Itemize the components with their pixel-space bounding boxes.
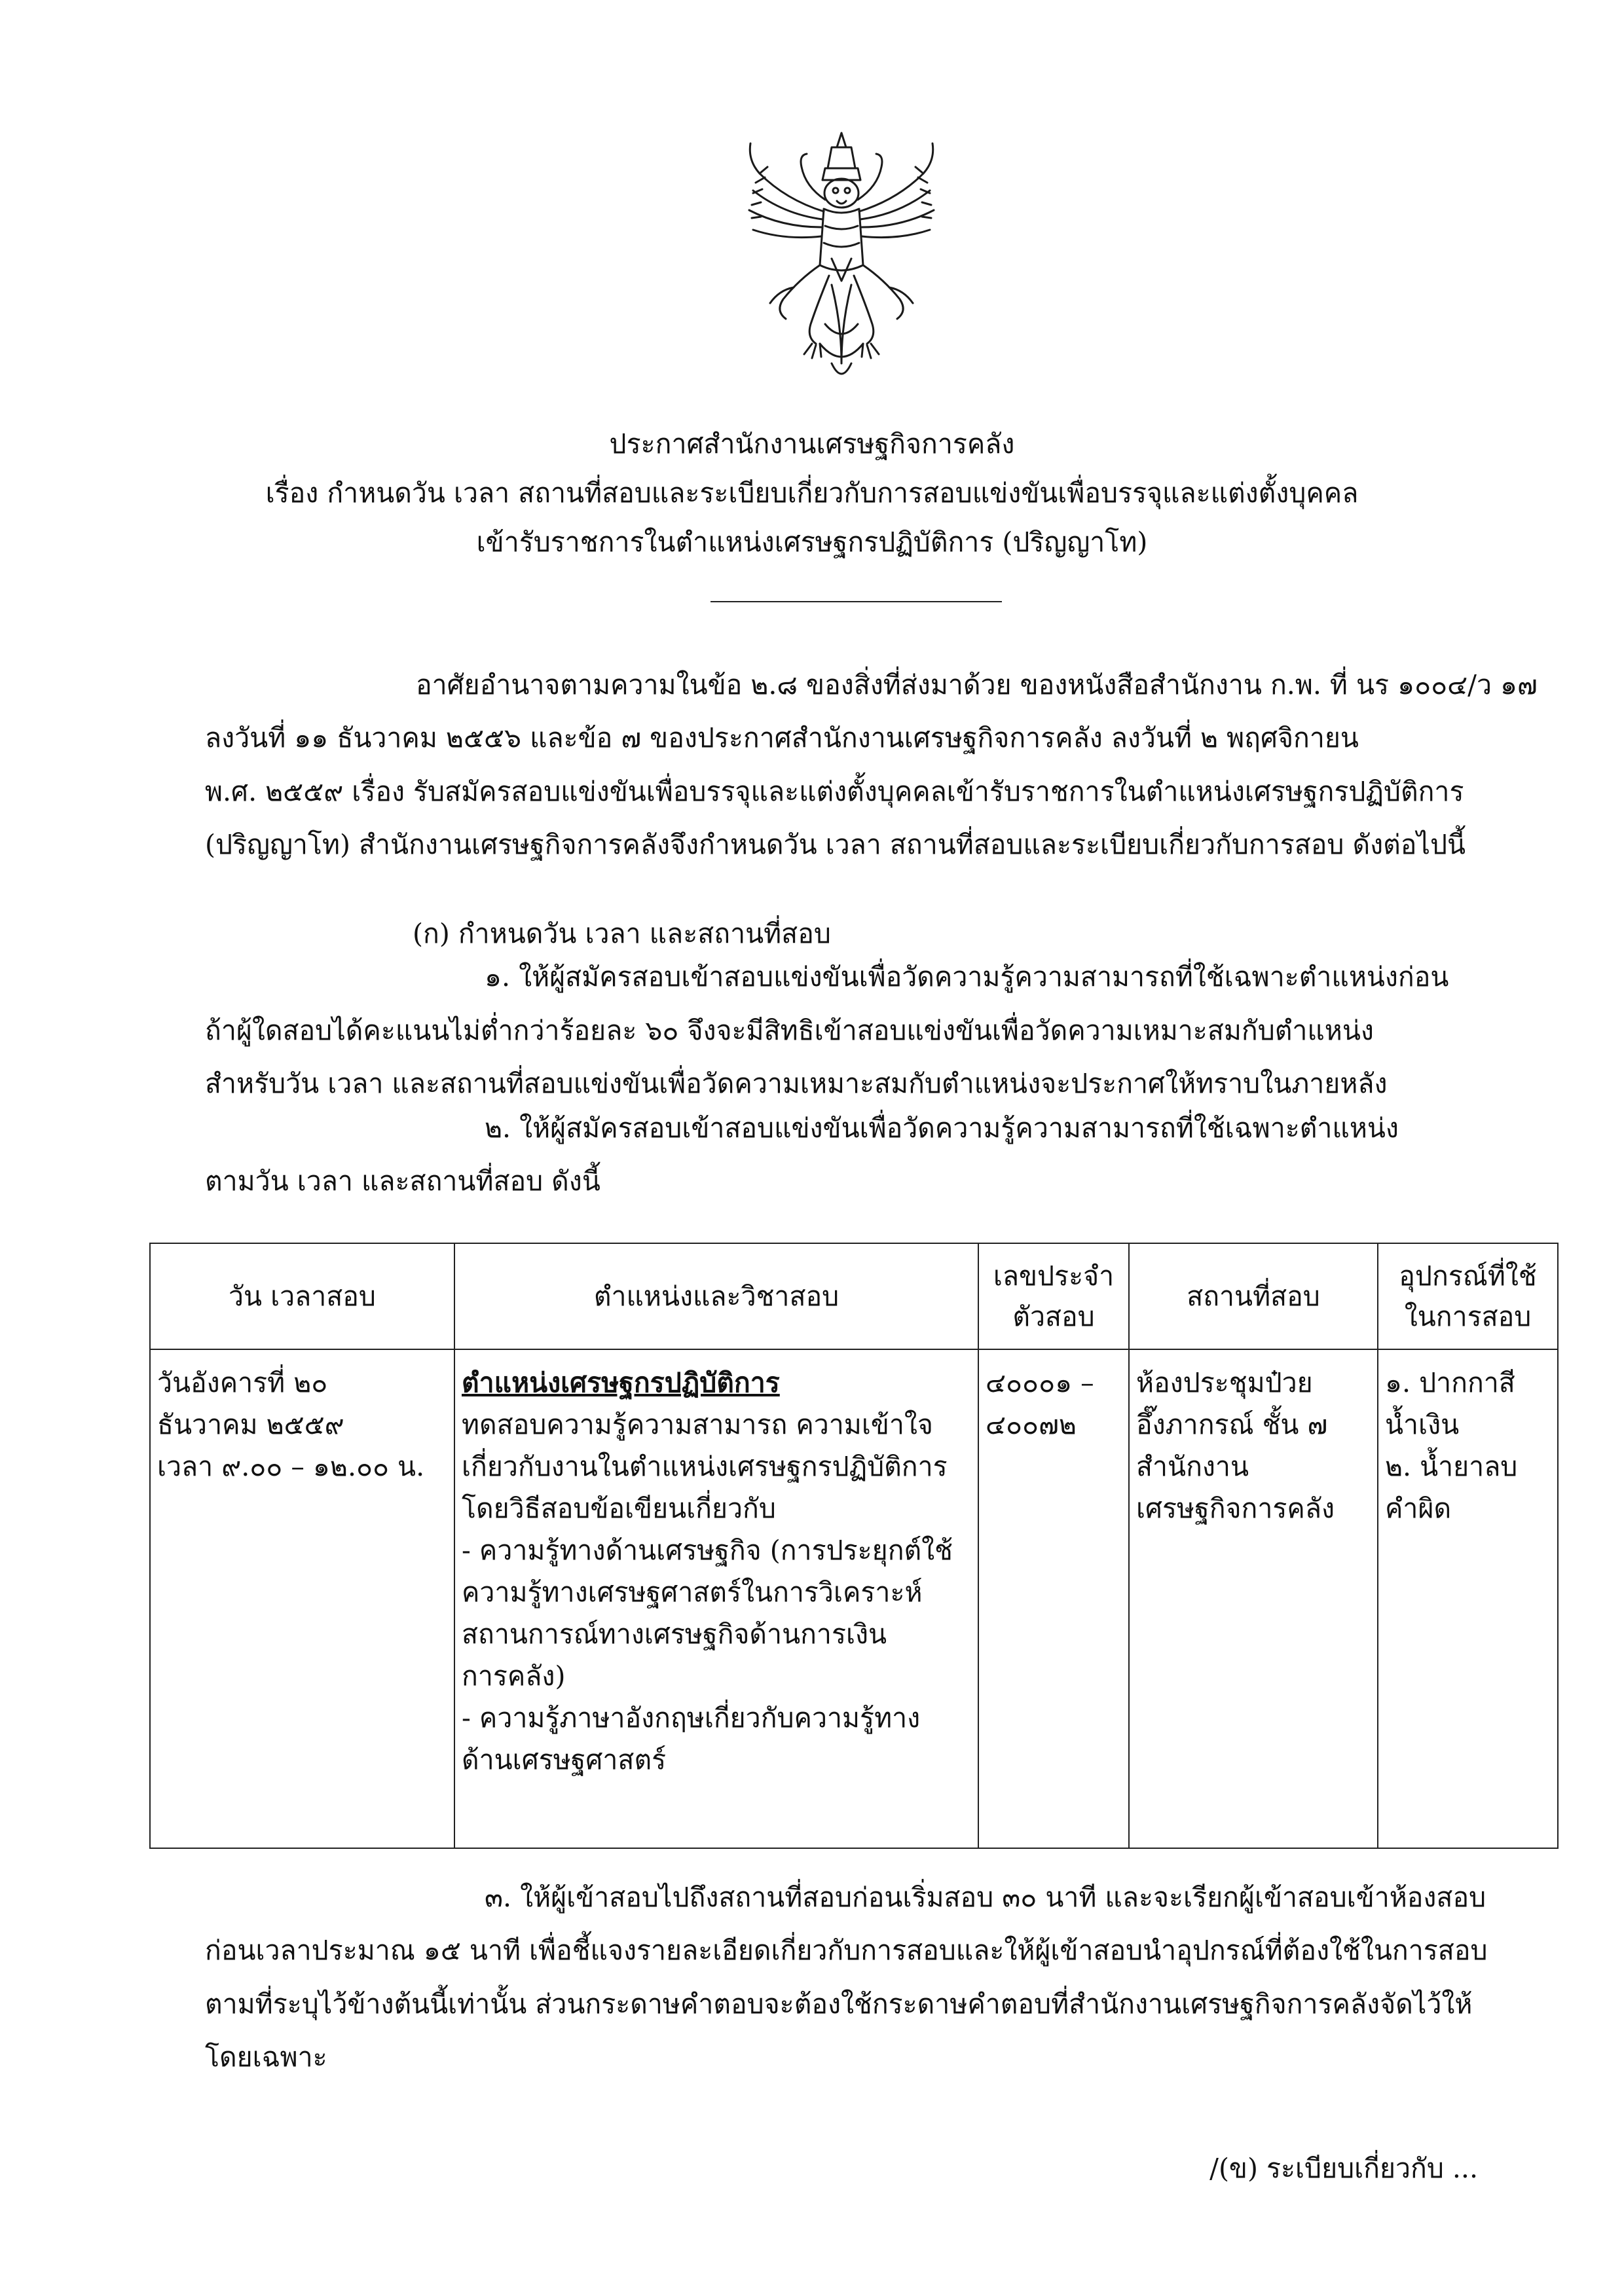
item3-line: ๓. ให้ผู้เข้าสอบไปถึงสถานที่สอบก่อนเริ่มสอบ ๓๐ นาที และจะเรียกผู้เข้าสอบเข้าห้องสอบ (485, 1882, 1486, 1913)
title-divider (710, 601, 1002, 602)
continuation-note: /(ข) ระเบียบเกี่ยวกับ ... (1209, 2153, 1478, 2184)
cell-venue: ห้องประชุมป๋วย อึ๊งภากรณ์ ชั้น ๗ สำนักงาน เศรษฐกิจการคลัง (1129, 1349, 1378, 1848)
intro-line: อาศัยอำนาจตามความในข้อ ๒.๘ ของสิ่งที่ส่งมาด้วย ของหนังสือสำนักงาน ก.พ. ที่ นร ๑๐๐๔/ว ๑๗ (416, 669, 1538, 701)
announcement-subject: เรื่อง กำหนดวัน เวลา สถานที่สอบและระเบียบเกี่ยวกับการสอบแข่งขันเพื่อบรรจุและแต่งตั้งบุคคล (265, 477, 1359, 509)
intro-line: ลงวันที่ ๑๑ ธันวาคม ๒๕๕๖ และข้อ ๗ ของประกาศสำนักงานเศรษฐกิจการคลัง ลงวันที่ ๒ พฤศจิกายน (205, 722, 1359, 754)
cell-date: วันอังคารที่ ๒๐ ธันวาคม ๒๕๕๙ เวลา ๙.๐๐ – ๑๒.๐๐ น. (150, 1349, 454, 1848)
table-row (150, 1349, 1558, 1848)
header-venue: สถานที่สอบ (1129, 1243, 1378, 1349)
intro-line: (ปริญญาโท) สำนักงานเศรษฐกิจการคลังจึงกำหนดวัน เวลา สถานที่สอบและระเบียบเกี่ยวกับการสอบ ดังต่อไปนี้ (205, 829, 1466, 860)
header-equipment: อุปกรณ์ที่ใช้ ในการสอบ (1378, 1243, 1558, 1349)
announcement-title: ประกาศสำนักงานเศรษฐกิจการคลัง (609, 428, 1015, 460)
header-position: ตำแหน่งและวิชาสอบ (454, 1243, 978, 1349)
item1-line: สำหรับวัน เวลา และสถานที่สอบแข่งขันเพื่อวัดความเหมาะสมกับตำแหน่งจะประกาศให้ทราบในภายหลัง (205, 1068, 1388, 1099)
item3-line: ก่อนเวลาประมาณ ๑๕ นาที เพื่อชี้แจงรายละเอียดเกี่ยวกับการสอบและให้ผู้เข้าสอบนำอุปกรณ์ที่ต้องใช้ในการสอบ (205, 1935, 1488, 1966)
cell-equipment: ๑. ปากกาสี น้ำเงิน ๒. น้ำยาลบ คำผิด (1378, 1349, 1558, 1848)
item1-line: ๑. ให้ผู้สมัครสอบเข้าสอบแข่งขันเพื่อวัดความรู้ความสามารถที่ใช้เฉพาะตำแหน่งก่อน (485, 961, 1449, 993)
header-seat-number: เลขประจำ ตัวสอบ (978, 1243, 1129, 1349)
item3-line: ตามที่ระบุไว้ข้างต้นนี้เท่านั้น ส่วนกระดาษคำตอบจะต้องใช้กระดาษคำตอบที่สำนักงานเศรษฐกิจการคลังจัดไว้ให้ (205, 1988, 1473, 2020)
cell-position: ตำแหน่งเศรษฐกรปฏิบัติการ ทดสอบความรู้ความสามารถ ความเข้าใจ เกี่ยวกับงานในตำแหน่งเศรษฐกรปฏิบัติการ โดยวิธีสอบข้อเขียนเกี่ยวกับ - ความรู้ทางด้านเศรษฐกิจ (การประยุกต์ใช้ ความรู้ทางเศรษฐศาสตร์ในการวิเคราะห์ สถานการณ์ทางเศรษฐกิจด้านการเงิน การคลัง) - ความรู้ภาษาอังกฤษเกี่ยวกับความรู้ทาง ด้านเศรษฐศาสตร์ (454, 1349, 978, 1848)
announcement-subject-cont: เข้ารับราชการในตำแหน่งเศรษฐกรปฏิบัติการ (ปริญญาโท) (476, 526, 1148, 558)
intro-line: พ.ศ. ๒๕๕๙ เรื่อง รับสมัครสอบแข่งขันเพื่อบรรจุและแต่งตั้งบุคคลเข้ารับราชการในตำแหน่งเศรษฐกรปฏิบัติการ (205, 776, 1464, 807)
item2-line: ๒. ให้ผู้สมัครสอบเข้าสอบแข่งขันเพื่อวัดความรู้ความสามารถที่ใช้เฉพาะตำแหน่ง (485, 1112, 1399, 1144)
table-header-row (150, 1243, 1558, 1349)
item3-line: โดยเฉพาะ (205, 2041, 327, 2073)
section-a-heading: (ก) กำหนดวัน เวลา และสถานที่สอบ (413, 918, 831, 949)
item2-line: ตามวัน เวลา และสถานที่สอบ ดังนี้ (205, 1165, 600, 1197)
exam-schedule-table (149, 1243, 1559, 1849)
garuda-emblem-icon (733, 128, 950, 390)
item1-line: ถ้าผู้ใดสอบได้คะแนนไม่ต่ำกว่าร้อยละ ๖๐ จึงจะมีสิทธิเข้าสอบแข่งขันเพื่อวัดความเหมาะสมกับตำแหน่ง (205, 1015, 1374, 1046)
header-date: วัน เวลาสอบ (150, 1243, 454, 1349)
cell-seat-number: ๔๐๐๐๑ – ๔๐๐๗๒ (978, 1349, 1129, 1848)
position-title: ตำแหน่งเศรษฐกรปฏิบัติการ (462, 1367, 780, 1398)
